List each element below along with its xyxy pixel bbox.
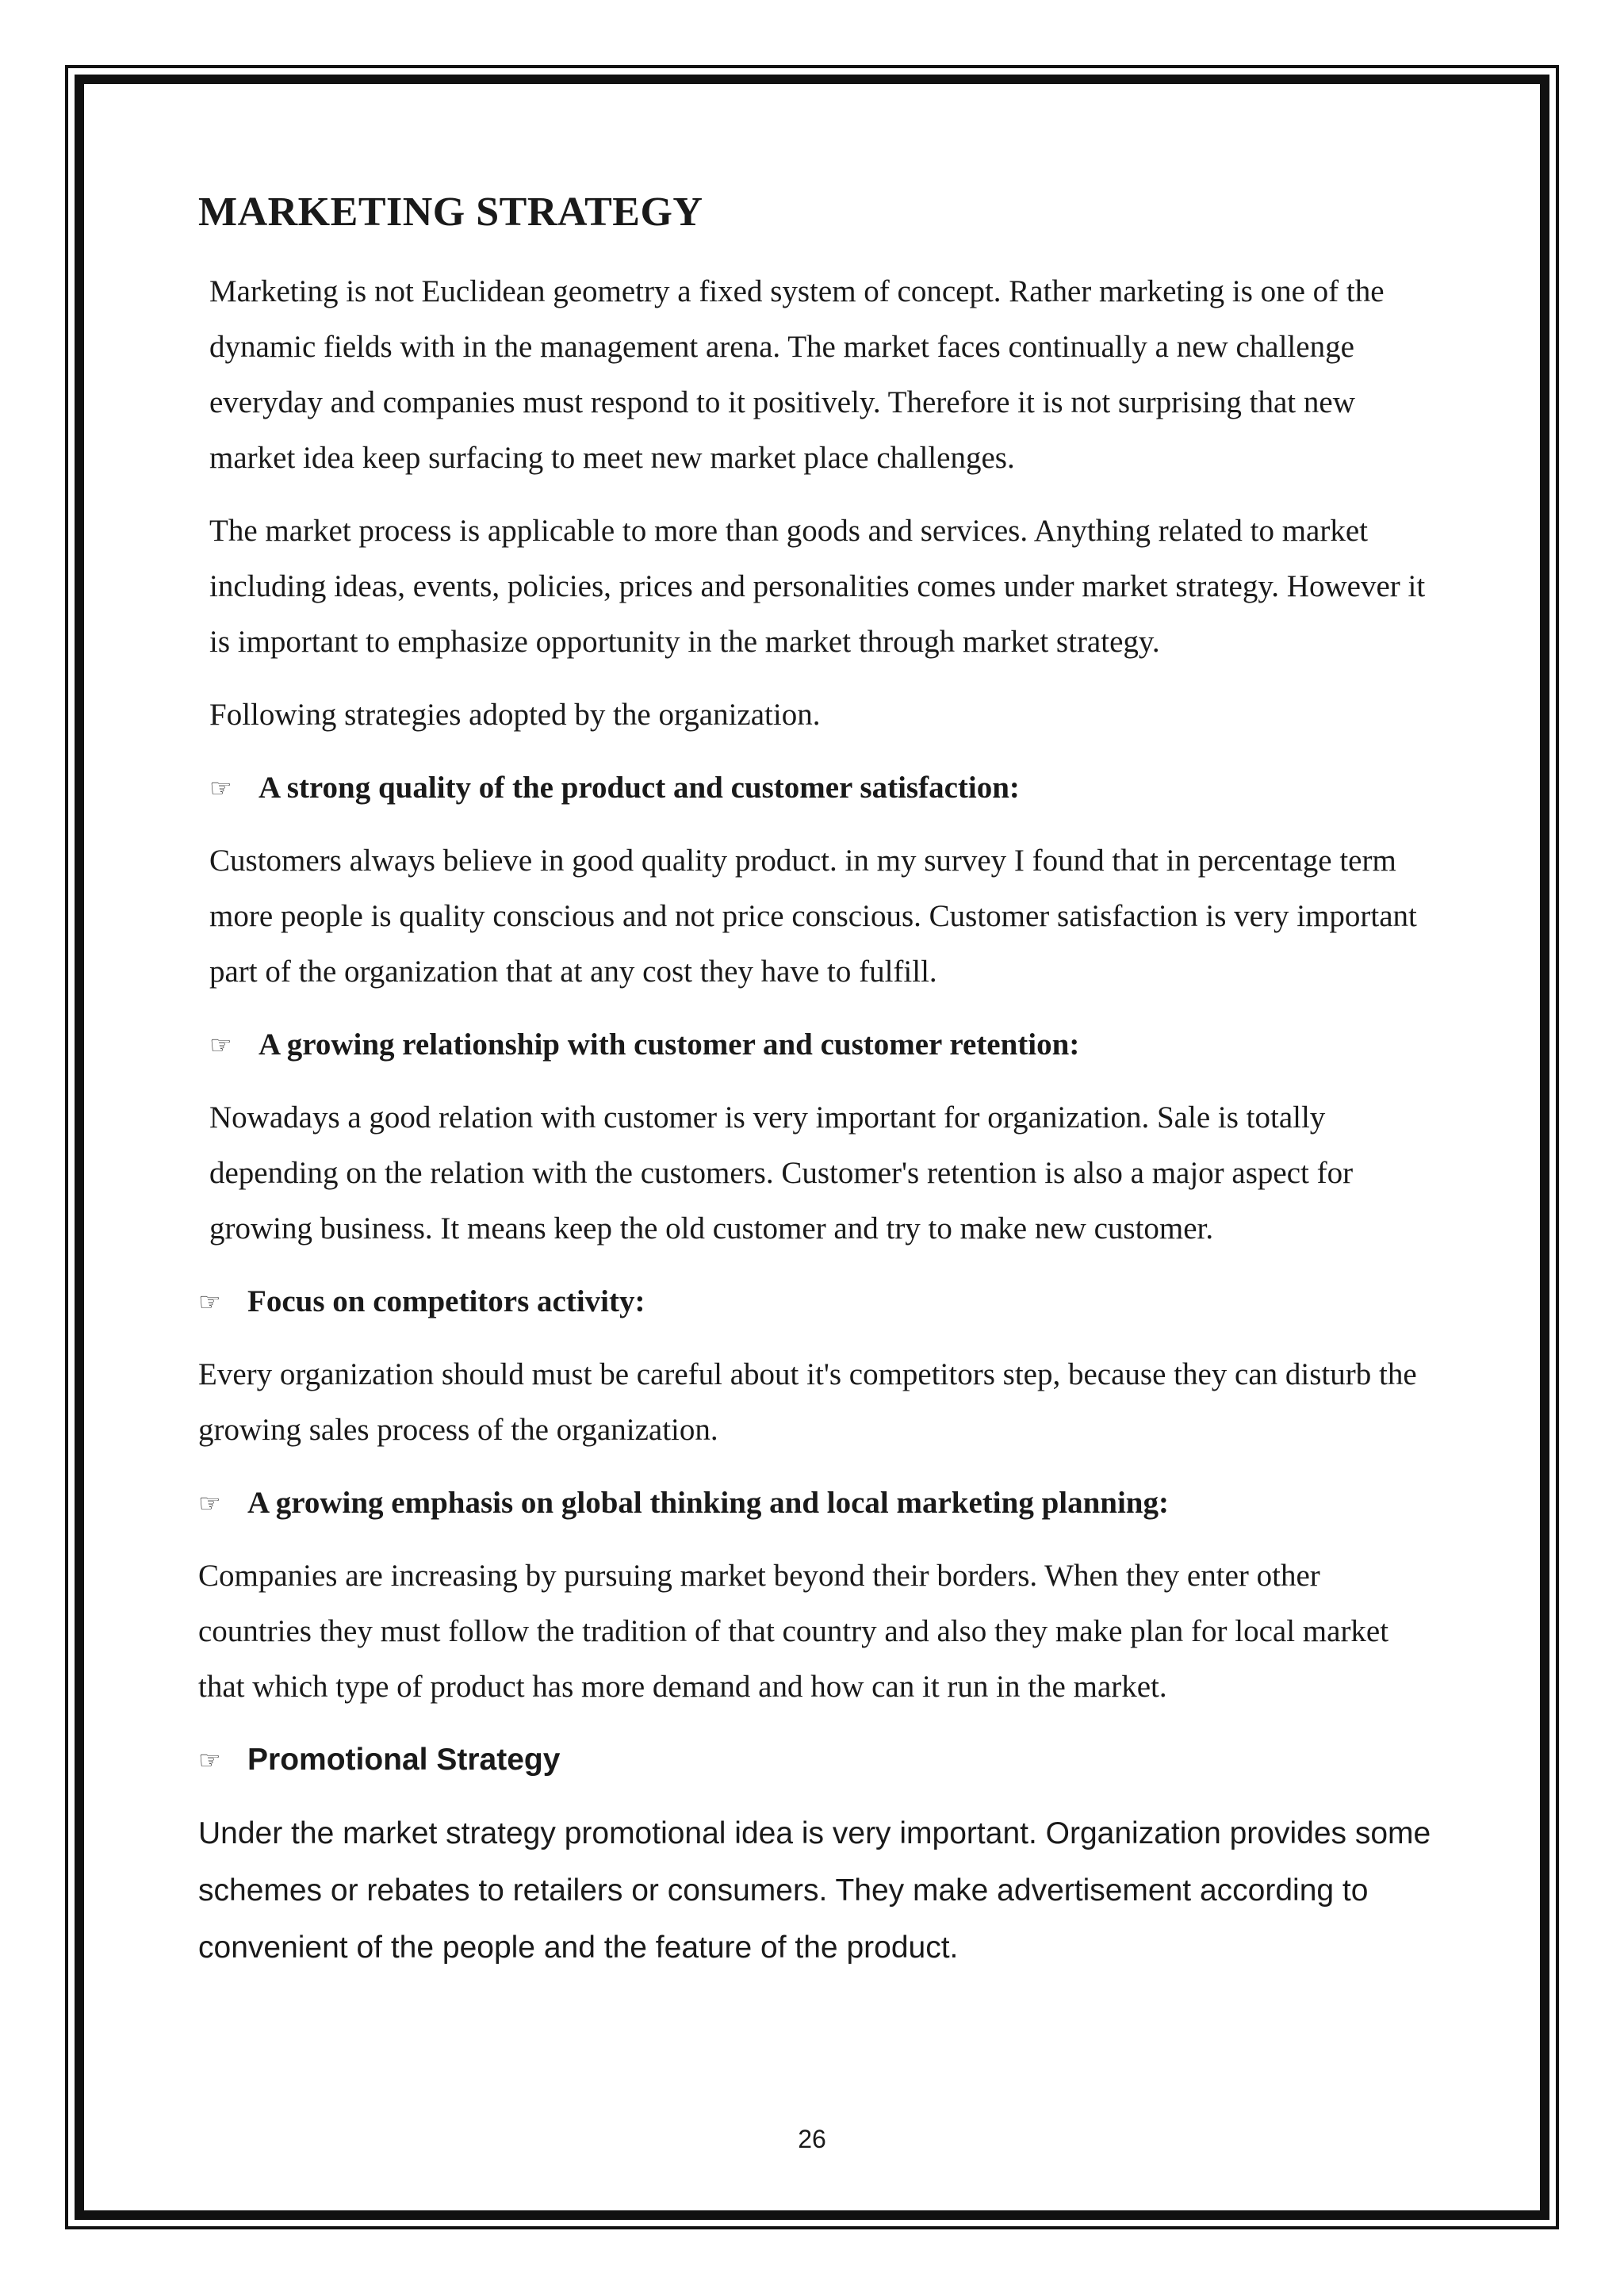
section-heading-quality: [209, 760, 1435, 816]
pointing-hand-icon: ☞: [209, 1030, 232, 1060]
pointing-hand-icon: ☞: [198, 1488, 221, 1518]
section-body-promotional: Under the market strategy promotional idea is very important. Organization provides some schemes or rebates to retailers or consumers. They make advertisement according to convenient of the people and the feature of the product.: [198, 1816, 1431, 1965]
section-heading-relationship: [209, 1017, 1435, 1073]
section-heading-text: A strong quality of the product and customer satisfaction:: [259, 771, 1020, 805]
document-body: [198, 189, 1435, 1994]
intro-paragraph-3: Following strategies adopted by the organization.: [209, 698, 821, 732]
section-body-quality: Customers always believe in good quality product. in my survey I found that in percentage term more people is quality conscious and not price conscious. Customer satisfaction is very important part of the organization that at any cost they have to fulfill.: [209, 844, 1417, 989]
pointing-hand-icon: ☞: [209, 773, 232, 803]
section-body-competitors: Every organization should must be careful about it's competitors step, because they can disturb the growing sales process of the organization.: [198, 1357, 1417, 1447]
section-heading-text: A growing relationship with customer and customer retention:: [259, 1027, 1080, 1062]
section-heading-text: A growing emphasis on global thinking and local marketing planning:: [247, 1486, 1169, 1520]
section-heading-competitors: [198, 1274, 1435, 1330]
page-title: MARKETING STRATEGY: [198, 189, 703, 235]
pointing-hand-icon: ☞: [198, 1287, 221, 1317]
section-body-global: Companies are increasing by pursuing market beyond their borders. When they enter other countries they must follow the tradition of that country and also they make plan for local market that which type of product has more demand and how can it run in the market.: [198, 1559, 1389, 1704]
intro-paragraph-2: The market process is applicable to more than goods and services. Anything related to market including ideas, events, policies, prices and personalities comes under market strategy. However it is important to emphasize opportunity in the market through market strategy.: [209, 514, 1426, 659]
section-body-relationship: Nowadays a good relation with customer is very important for organization. Sale is totally depending on the relation with the customers. Customer's retention is also a major aspect for growing business. It means keep the old customer and try to make new customer.: [209, 1100, 1354, 1246]
section-heading-promotional: [198, 1732, 1435, 1788]
pointing-hand-icon: ☞: [198, 1745, 221, 1775]
section-heading-text: Promotional Strategy: [247, 1743, 561, 1777]
intro-paragraph-1: Marketing is not Euclidean geometry a fixed system of concept. Rather marketing is one of the dynamic fields with in the management arena. The market faces continually a new challenge everyday and companies must respond to it positively. Therefore it is not surprising that new market idea keep surfacing to meet new market place challenges.: [209, 274, 1385, 475]
section-heading-global: [198, 1475, 1435, 1531]
page-number: 26: [798, 2125, 826, 2153]
section-heading-text: Focus on competitors activity:: [247, 1284, 645, 1318]
